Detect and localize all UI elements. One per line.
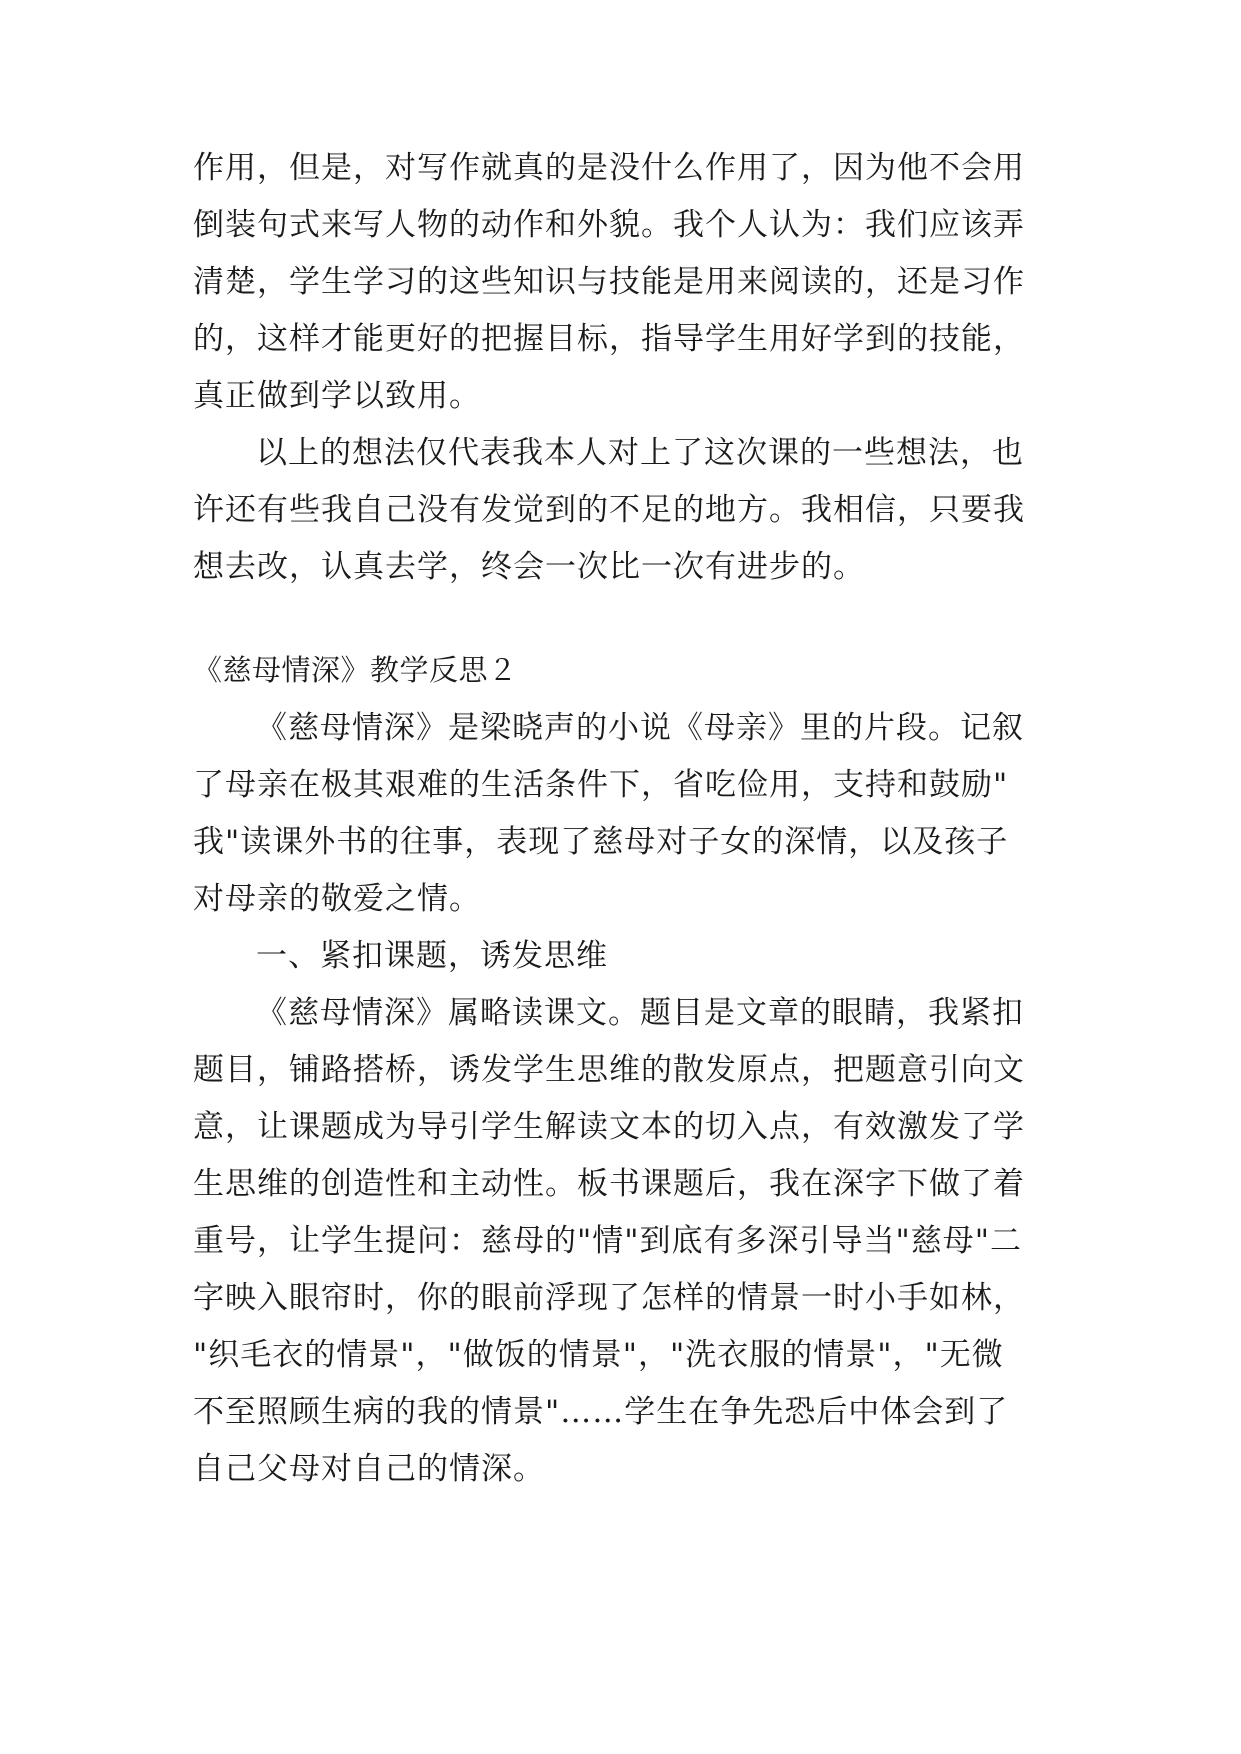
text-line: 题目，铺路搭桥，诱发学生思维的散发原点，把题意引向文: [193, 1052, 1025, 1088]
text-line: 真正做到学以致用。: [193, 378, 481, 414]
text-line: 作用，但是，对写作就真的是没什么作用了，因为他不会用: [193, 150, 1025, 186]
text-line: 了母亲在极其艰难的生活条件下，省吃俭用，支持和鼓励": [193, 767, 1009, 803]
text-line: 倒装句式来写人物的动作和外貌。我个人认为：我们应该弄: [193, 207, 1025, 243]
text-line: "织毛衣的情景"，"做饭的情景"，"洗衣服的情景"，"无微: [193, 1337, 1004, 1373]
text-line: 以上的想法仅代表我本人对上了这次课的一些想法，也: [256, 435, 1024, 471]
text-line: 意，让课题成为导引学生解读文本的切入点，有效激发了学: [193, 1109, 1025, 1145]
text-line: 自己父母对自己的情深。: [193, 1451, 545, 1487]
text-line: 的，这样才能更好的把握目标，指导学生用好学到的技能，: [193, 321, 1025, 357]
text-line: 清楚，学生学习的这些知识与技能是用来阅读的，还是习作: [193, 264, 1025, 300]
text-line: 重号，让学生提问：慈母的"情"到底有多深引导当"慈母"二: [193, 1223, 1023, 1259]
text-line: 不至照顾生病的我的情景"……学生在争先恐后中体会到了: [193, 1394, 1009, 1430]
text-line: 许还有些我自己没有发觉到的不足的地方。我相信，只要我: [193, 492, 1025, 528]
text-line: 《慈母情深》属略读课文。题目是文章的眼睛，我紧扣: [256, 995, 1024, 1031]
section-title: 《慈母情深》教学反思２: [193, 653, 518, 687]
text-line: 想去改，认真去学，终会一次比一次有进步的。: [193, 549, 865, 585]
text-line: 《慈母情深》是梁晓声的小说《母亲》里的片段。记叙: [256, 710, 1024, 746]
text-line: 我"读课外书的往事，表现了慈母对子女的深情，以及孩子: [193, 824, 1009, 860]
text-line: 字映入眼帘时，你的眼前浮现了怎样的情景一时小手如林，: [193, 1280, 1025, 1316]
text-line: 生思维的创造性和主动性。板书课题后，我在深字下做了着: [193, 1166, 1025, 1202]
text-line: 对母亲的敬爱之情。: [193, 881, 481, 917]
subheading: 一、紧扣课题，诱发思维: [256, 938, 608, 974]
